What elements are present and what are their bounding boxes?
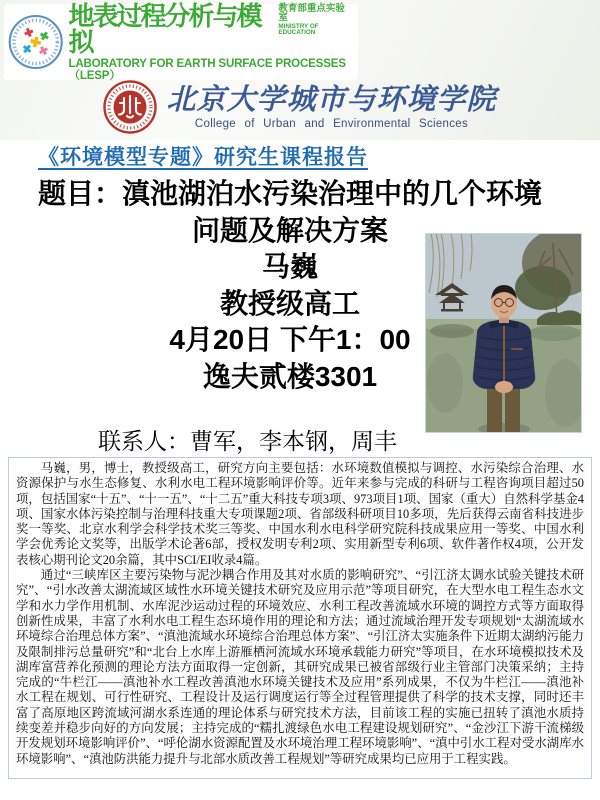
pku-header <box>0 80 600 134</box>
lesp-cn-title: 地表过程分析与模拟 <box>68 0 261 57</box>
talk-title-line2: 问题及解决方案 <box>191 214 388 246</box>
talk-datetime: 4月20日 下午1：00 <box>169 324 411 355</box>
speaker-title: 教授级高工 <box>219 287 360 319</box>
speaker-name: 马巍 <box>261 251 318 282</box>
contacts-line: 联系人：曹军，李本钢，周丰 <box>98 429 397 454</box>
lesp-banner <box>4 0 358 82</box>
moe-cn-label: 教育部重点实验室 <box>278 2 345 24</box>
lesp-pinwheel-logo-icon <box>8 10 63 74</box>
talk-location: 逸夫贰楼3301 <box>202 360 378 392</box>
talk-title-line1: 题目：滇池湖泊水污染治理中的几个环境 <box>37 178 542 209</box>
lesp-en-title: LABORATORY FOR EARTH SURFACE PROCESSES（LESP） <box>68 56 346 82</box>
header-area <box>0 0 600 140</box>
pku-cn-name: 北京大学城市与环境学院 <box>166 82 497 117</box>
bio-paragraph-2: 通过“三峡库区主要污染物与泥沙耦合作用及其对水质的影响研究”、“引江济太调水试验关键技术研究”、“引水改善太湖流域区域性水环境关键技术研究及应用示范”等项目研究，在大型水电工程生态水文学和水力学作用机制、水库泥沙运动过程的环境效应、水利工程改善流域水环境的调控方式等方面取得创新性成果，丰富了水利水电工程生态环境作用的理论和方法；通过流域治理开发专项规划“太湖流域水环境综合治理总体方案”、“滇池流域水环境综合治理总体方案”、“引江济太实施条件下近期太湖纳污能力及限制排污总量研究”和“北台上水库上游雁栖河流域水环境承载能力研究”等项目，在水环境模拟技术及湖库富营养化预测的理论方法方面取得一定创新，其研究成果已被省部级行业主管部门决策采纳；主持完成的“牛栏江——滇池补水工程改善滇池水环境关键技术及应用”系列成果，不仅为牛栏江——滇池补水工程在规划、可行性研究、工程设计及运行调度运行等全过程管理提供了科学的技术支撑，同时还丰富了高原地区跨流域河湖水系连通的理论体系与研究技术方法，目前该工程的实施已扭转了滇池水质持续变差并稳步向好的方向发展；主持完成的“糯扎渡绿色水电工程建设规划研究”、“金沙江下游干流梯级开发规划环境影响评价”、“呼伦湖水资源配置及水环境治理工程环境影响”、“滇中引水工程对受水湖库水环境影响”、“滇池防洪能力提升与北部水质改善工程规划”等研究成果均已应用于工程实践。 <box>16 568 584 766</box>
bio-paragraph-1: 马巍，男，博士，教授级高工，研究方向主要包括：水环境数值模拟与调控、水污染综合治理、水资源保护与水生态修复、水利水电工程环境影响评价等。近年来参与完成的科研与工程咨询项目超过50项，包括国家“十五”、“十一五”、“十二五”重大科技专项3项、973项目1项、国家（重大）自然科学基金4项、国家水体污染控制与治理科技重大专项课题2项、省部级科研项目10多项，先后获得云南省科技进步奖一等奖、北京水利学会科学技术奖三等奖、中国水利水电科学研究院科技成果应用一等奖、中国水利学会优秀论文奖等，出版学术论著6部，授权发明专利2项、实用新型专利6项、软件著作权4项，公开发表核心期刊论文20余篇，其中SCI/EI收录4篇。 <box>16 461 584 567</box>
lesp-text-block <box>68 0 354 82</box>
bio-box <box>8 457 592 779</box>
speaker-photo <box>425 233 582 433</box>
moe-en-label: MINISTRY OF EDUCATION <box>278 22 319 37</box>
pku-en-name: College of Urban and Environmental Sciences <box>194 117 469 130</box>
pku-seal-icon <box>103 80 157 134</box>
course-heading-link[interactable]: 《环境模型专题》研究生课程报告 <box>38 146 368 169</box>
